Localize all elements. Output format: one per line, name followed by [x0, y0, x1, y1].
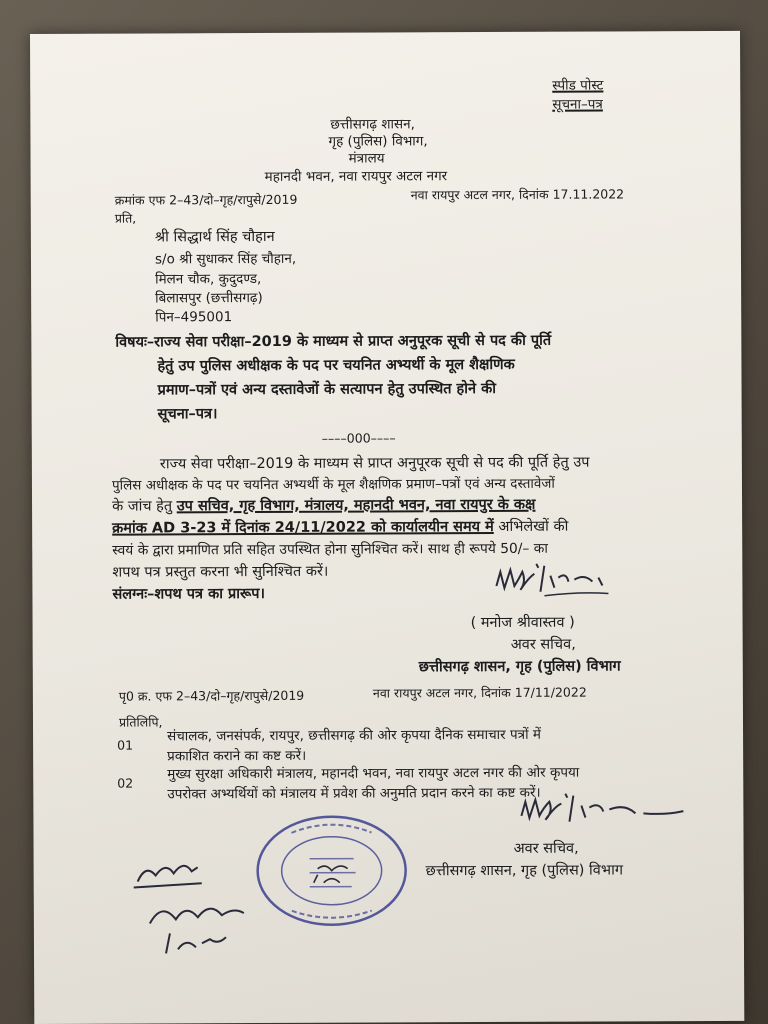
recipient-name: श्री सिद्धार्थ सिंह चौहान [154, 228, 275, 246]
office-stamp [251, 810, 412, 935]
subject-line3: प्रमाण–पत्रों एवं अन्य दस्तावेजों के सत्यापन हेतु उपस्थित होने की [157, 380, 496, 399]
signatory-dept: छत्तीसगढ़ शासन, गृह (पुलिस) विभाग [418, 658, 621, 676]
recipient-line4: पिन–495001 [155, 309, 233, 326]
enclosure-line: संलग्नः–शपथ पत्र का प्रारूप। [112, 585, 266, 603]
item1-number: 01 [117, 737, 134, 753]
notice-label: सूचना–पत्र [552, 96, 603, 113]
body-line2: पुलिस अधीक्षक के पद पर चयनित अभ्यर्थी के मूल शैक्षणिक प्रमाण–पत्रों एवं अन्य दस्तावेजों [111, 475, 555, 494]
endorsement-date: नवा रायपुर अटल नगर, दिनांक 17/11/2022 [372, 684, 587, 701]
item2-number: 02 [117, 775, 134, 791]
subject-line4: सूचना–पत्र। [157, 406, 218, 423]
body-line4 [112, 516, 568, 541]
recipient-line1: s/o श्री सुधाकर सिंह चौहान, [154, 250, 297, 268]
endorsement-sig-dept: छत्तीसगढ़ शासन, गृह (पुलिस) विभाग [425, 862, 624, 880]
body-line6: शपथ पत्र प्रस्तुत करना भी सुनिश्चित करें। [112, 563, 329, 581]
item2-line1: मुख्य सुरक्षा अधिकारी मंत्रालय, महानदी भवन, नवा रायपुर अटल नगर की ओर कृपया [167, 764, 580, 783]
body-line1: राज्य सेवा परीक्षा–2019 के माध्यम से प्राप्त अनुपूरक सूची से पद की पूर्ति हेतु उप [159, 454, 590, 473]
dept-line: गृह (पुलिस) विभाग, [328, 133, 428, 150]
item1-line1: संचालक, जनसंपर्क, रायपुर, छत्तीसगढ़ की ओर कृपया दैनिक समाचार पत्रों में [167, 726, 541, 745]
item2-line2: उपरोक्त अभ्यर्थियों को मंत्रालय में प्रवेश की अनुमति प्रदान करने का कष्ट करें। [167, 784, 541, 803]
signatory-title: अवर सचिव, [510, 636, 576, 653]
body-line3-prefix: के जांच हेतु [112, 498, 177, 515]
body-venue: उप सचिव, गृह विभाग, मंत्रालय, महानदी भवन, नवा रायपुर के कक्ष [176, 496, 536, 515]
subject-line2: हेतुं उप पुलिस अधीक्षक के पद पर चयनित अभ्यर्थी के मूल शैक्षणिक [157, 356, 515, 375]
body-room-date: क्रमांक AD 3-23 में दिनांक 24/11/2022 को कार्यालयीन समय में [112, 518, 494, 537]
address-line: महानदी भवन, नवा रायपुर अटल नगर [264, 168, 448, 185]
body-line4-suffix: अभिलेखों की [493, 518, 569, 535]
endorsement-sig-title: अवर सचिव, [513, 840, 579, 857]
recipient-line3: बिलासपुर (छत्तीसगढ़) [155, 289, 263, 307]
recipient-line2: मिलन चौक, कुदुदण्ड, [155, 270, 262, 288]
signatory-name: ( मनोज श्रीवास्तव ) [470, 614, 575, 632]
subject-line1: विषयः–राज्य सेवा परीक्षा–2019 के माध्यम से प्राप्त अनुपूरक सूची से पद की पूर्ति [115, 332, 552, 351]
letter-page [30, 31, 744, 1024]
prati-label: प्रति, [114, 210, 137, 226]
copy-label: प्रतिलिपि, [118, 714, 163, 730]
ref-number: क्रमांक एफ 2–43/दो–गृह/रापुसे/2019 [114, 191, 298, 208]
handwritten-signature-2 [515, 783, 695, 840]
endorsement-ref: पृ0 क्र. एफ 2–43/दो–गृह/रापुसे/2019 [118, 687, 305, 704]
ministry-line: मंत्रालय [348, 150, 385, 167]
govt-line: छत्तीसगढ़ शासन, [330, 116, 415, 133]
item1-line2: प्रकाशित कराने का कष्ट करें। [167, 747, 307, 765]
body-line5: स्वयं के द्वारा प्रमाणित प्रति सहित उपस्थित होना सुनिश्चित करें। साथ ही रूपये 50/– का [112, 540, 548, 559]
ref-date: नवा रायपुर अटल नगर, दिनांक 17.11.2022 [410, 186, 625, 203]
body-line3 [112, 494, 535, 519]
speed-post-label: स्पीड पोस्ट [552, 77, 604, 94]
handwritten-signature-1 [488, 551, 678, 612]
divider: ––––000–––– [321, 430, 396, 446]
